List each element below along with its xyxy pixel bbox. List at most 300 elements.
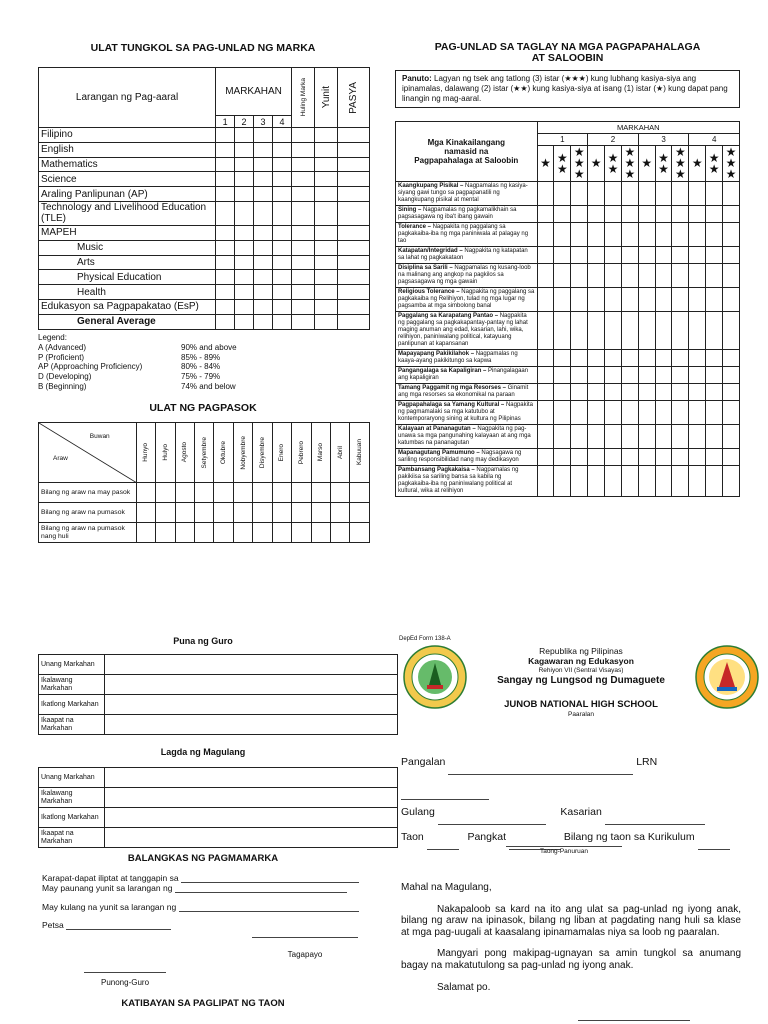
rating-checkbox[interactable] — [537, 264, 554, 288]
rating-checkbox[interactable] — [655, 223, 672, 247]
attendance-cell[interactable] — [292, 483, 311, 503]
quarter-entry-field[interactable] — [105, 655, 398, 675]
adviser-bottom-line[interactable] — [578, 1020, 690, 1021]
rating-checkbox[interactable] — [672, 264, 689, 288]
rating-checkbox[interactable] — [605, 182, 622, 206]
rating-checkbox[interactable] — [672, 384, 689, 401]
rating-checkbox[interactable] — [638, 206, 655, 223]
rating-checkbox[interactable] — [605, 312, 622, 350]
rating-checkbox[interactable] — [689, 384, 706, 401]
grade-cell[interactable] — [254, 270, 273, 285]
rating-checkbox[interactable] — [537, 401, 554, 425]
grade-cell[interactable] — [235, 240, 254, 255]
rating-checkbox[interactable] — [537, 223, 554, 247]
rating-checkbox[interactable] — [554, 182, 571, 206]
grade-cell[interactable] — [254, 128, 273, 143]
rating-checkbox[interactable] — [655, 312, 672, 350]
rating-checkbox[interactable] — [723, 350, 740, 367]
grade-cell[interactable] — [338, 187, 370, 202]
grade-cell[interactable] — [315, 270, 338, 285]
rating-checkbox[interactable] — [706, 401, 723, 425]
curriculum-years-field[interactable] — [698, 840, 730, 850]
rating-checkbox[interactable] — [655, 401, 672, 425]
sex-field[interactable] — [605, 815, 705, 825]
rating-checkbox[interactable] — [571, 288, 588, 312]
grade-cell[interactable] — [338, 255, 370, 270]
attendance-cell[interactable] — [272, 483, 291, 503]
grade-cell[interactable] — [273, 255, 292, 270]
grade-cell[interactable] — [235, 225, 254, 240]
rating-checkbox[interactable] — [655, 182, 672, 206]
rating-checkbox[interactable] — [537, 425, 554, 449]
grade-cell[interactable] — [315, 314, 338, 329]
grade-cell[interactable] — [315, 285, 338, 300]
rating-checkbox[interactable] — [605, 425, 622, 449]
rating-checkbox[interactable] — [571, 312, 588, 350]
rating-checkbox[interactable] — [638, 247, 655, 264]
grade-cell[interactable] — [315, 201, 338, 225]
rating-checkbox[interactable] — [689, 449, 706, 466]
attendance-cell[interactable] — [156, 523, 175, 543]
grade-cell[interactable] — [254, 172, 273, 187]
grade-cell[interactable] — [216, 142, 235, 157]
attendance-cell[interactable] — [272, 503, 291, 523]
rating-checkbox[interactable] — [689, 206, 706, 223]
rating-checkbox[interactable] — [689, 312, 706, 350]
attendance-cell[interactable] — [156, 483, 175, 503]
rating-checkbox[interactable] — [672, 223, 689, 247]
grade-cell[interactable] — [338, 240, 370, 255]
rating-checkbox[interactable] — [689, 247, 706, 264]
rating-checkbox[interactable] — [723, 425, 740, 449]
grade-cell[interactable] — [338, 225, 370, 240]
rating-checkbox[interactable] — [655, 367, 672, 384]
grade-cell[interactable] — [254, 314, 273, 329]
rating-checkbox[interactable] — [706, 425, 723, 449]
rating-checkbox[interactable] — [672, 247, 689, 264]
rating-checkbox[interactable] — [537, 247, 554, 264]
grade-cell[interactable] — [254, 201, 273, 225]
rating-checkbox[interactable] — [537, 312, 554, 350]
rating-checkbox[interactable] — [672, 312, 689, 350]
attendance-cell[interactable] — [214, 523, 233, 543]
attendance-cell[interactable] — [194, 503, 213, 523]
rating-checkbox[interactable] — [571, 247, 588, 264]
grade-cell[interactable] — [291, 225, 314, 240]
rating-checkbox[interactable] — [571, 384, 588, 401]
rating-checkbox[interactable] — [706, 264, 723, 288]
rating-checkbox[interactable] — [638, 367, 655, 384]
rating-checkbox[interactable] — [605, 288, 622, 312]
rating-checkbox[interactable] — [655, 466, 672, 497]
rating-checkbox[interactable] — [638, 182, 655, 206]
rating-checkbox[interactable] — [655, 350, 672, 367]
rating-checkbox[interactable] — [689, 288, 706, 312]
grade-cell[interactable] — [315, 128, 338, 143]
attendance-cell[interactable] — [175, 503, 194, 523]
rating-checkbox[interactable] — [537, 288, 554, 312]
rating-checkbox[interactable] — [723, 449, 740, 466]
grade-cell[interactable] — [273, 314, 292, 329]
grade-cell[interactable] — [291, 142, 314, 157]
rating-checkbox[interactable] — [655, 206, 672, 223]
rating-checkbox[interactable] — [621, 223, 638, 247]
school-year-line[interactable] — [506, 846, 622, 847]
grade-cell[interactable] — [254, 142, 273, 157]
rating-checkbox[interactable] — [588, 182, 605, 206]
rating-checkbox[interactable] — [638, 384, 655, 401]
rating-checkbox[interactable] — [706, 350, 723, 367]
rating-checkbox[interactable] — [638, 223, 655, 247]
adviser-signature-line[interactable] — [252, 937, 358, 938]
grade-cell[interactable] — [235, 314, 254, 329]
grade-cell[interactable] — [254, 299, 273, 314]
rating-checkbox[interactable] — [537, 182, 554, 206]
rating-checkbox[interactable] — [554, 206, 571, 223]
rating-checkbox[interactable] — [655, 264, 672, 288]
rating-checkbox[interactable] — [554, 449, 571, 466]
grade-cell[interactable] — [254, 240, 273, 255]
grade-cell[interactable] — [291, 314, 314, 329]
grade-cell[interactable] — [216, 187, 235, 202]
rating-checkbox[interactable] — [723, 367, 740, 384]
attendance-cell[interactable] — [253, 503, 272, 523]
grade-cell[interactable] — [338, 285, 370, 300]
rating-checkbox[interactable] — [723, 466, 740, 497]
grade-cell[interactable] — [273, 225, 292, 240]
grade-cell[interactable] — [291, 240, 314, 255]
grade-cell[interactable] — [216, 157, 235, 172]
rating-checkbox[interactable] — [672, 206, 689, 223]
rating-checkbox[interactable] — [621, 449, 638, 466]
attendance-cell[interactable] — [331, 503, 350, 523]
rating-checkbox[interactable] — [672, 350, 689, 367]
rating-checkbox[interactable] — [571, 264, 588, 288]
rating-checkbox[interactable] — [638, 288, 655, 312]
rating-checkbox[interactable] — [689, 367, 706, 384]
rating-checkbox[interactable] — [537, 449, 554, 466]
grade-cell[interactable] — [338, 314, 370, 329]
rating-checkbox[interactable] — [672, 466, 689, 497]
grade-cell[interactable] — [291, 187, 314, 202]
attendance-cell[interactable] — [292, 523, 311, 543]
grade-cell[interactable] — [235, 128, 254, 143]
grade-cell[interactable] — [338, 128, 370, 143]
rating-checkbox[interactable] — [723, 223, 740, 247]
rating-checkbox[interactable] — [621, 206, 638, 223]
rating-checkbox[interactable] — [621, 247, 638, 264]
name-field[interactable] — [448, 765, 633, 775]
rating-checkbox[interactable] — [621, 182, 638, 206]
grade-cell[interactable] — [273, 270, 292, 285]
rating-checkbox[interactable] — [672, 288, 689, 312]
rating-checkbox[interactable] — [723, 288, 740, 312]
rating-checkbox[interactable] — [554, 466, 571, 497]
rating-checkbox[interactable] — [554, 264, 571, 288]
attendance-cell[interactable] — [233, 483, 252, 503]
grade-cell[interactable] — [338, 172, 370, 187]
grade-cell[interactable] — [235, 255, 254, 270]
rating-checkbox[interactable] — [723, 247, 740, 264]
attendance-cell[interactable] — [350, 483, 370, 503]
attendance-cell[interactable] — [350, 523, 370, 543]
rating-checkbox[interactable] — [588, 449, 605, 466]
quarter-entry-field[interactable] — [105, 695, 398, 715]
grade-cell[interactable] — [315, 255, 338, 270]
quarter-entry-field[interactable] — [105, 715, 398, 735]
rating-checkbox[interactable] — [621, 264, 638, 288]
attendance-cell[interactable] — [350, 503, 370, 523]
attendance-cell[interactable] — [214, 483, 233, 503]
rating-checkbox[interactable] — [689, 350, 706, 367]
rating-checkbox[interactable] — [706, 223, 723, 247]
rating-checkbox[interactable] — [706, 384, 723, 401]
rating-checkbox[interactable] — [537, 350, 554, 367]
grade-cell[interactable] — [338, 157, 370, 172]
rating-checkbox[interactable] — [706, 288, 723, 312]
grade-cell[interactable] — [338, 142, 370, 157]
rating-checkbox[interactable] — [689, 425, 706, 449]
rating-checkbox[interactable] — [723, 182, 740, 206]
rating-checkbox[interactable] — [537, 384, 554, 401]
rating-checkbox[interactable] — [537, 466, 554, 497]
grade-cell[interactable] — [291, 299, 314, 314]
rating-checkbox[interactable] — [571, 466, 588, 497]
rating-checkbox[interactable] — [689, 466, 706, 497]
grade-cell[interactable] — [254, 187, 273, 202]
grade-cell[interactable] — [235, 142, 254, 157]
rating-checkbox[interactable] — [588, 401, 605, 425]
rating-checkbox[interactable] — [638, 312, 655, 350]
grade-cell[interactable] — [315, 187, 338, 202]
rating-checkbox[interactable] — [723, 401, 740, 425]
grade-cell[interactable] — [291, 157, 314, 172]
rating-checkbox[interactable] — [706, 182, 723, 206]
attendance-cell[interactable] — [331, 483, 350, 503]
attendance-cell[interactable] — [311, 483, 330, 503]
rating-checkbox[interactable] — [723, 206, 740, 223]
rating-checkbox[interactable] — [554, 367, 571, 384]
grade-cell[interactable] — [315, 299, 338, 314]
rating-checkbox[interactable] — [723, 264, 740, 288]
grade-cell[interactable] — [273, 157, 292, 172]
grade-cell[interactable] — [315, 157, 338, 172]
rating-checkbox[interactable] — [655, 384, 672, 401]
grade-cell[interactable] — [273, 128, 292, 143]
rating-checkbox[interactable] — [588, 367, 605, 384]
grade-cell[interactable] — [338, 201, 370, 225]
rating-checkbox[interactable] — [638, 401, 655, 425]
rating-checkbox[interactable] — [571, 223, 588, 247]
rating-checkbox[interactable] — [638, 425, 655, 449]
rating-checkbox[interactable] — [605, 401, 622, 425]
grade-cell[interactable] — [338, 270, 370, 285]
rating-checkbox[interactable] — [672, 449, 689, 466]
rating-checkbox[interactable] — [655, 425, 672, 449]
rating-checkbox[interactable] — [537, 206, 554, 223]
date-field[interactable] — [66, 920, 171, 930]
rating-checkbox[interactable] — [689, 264, 706, 288]
rating-checkbox[interactable] — [723, 384, 740, 401]
attendance-cell[interactable] — [311, 503, 330, 523]
grade-cell[interactable] — [216, 299, 235, 314]
rating-checkbox[interactable] — [672, 182, 689, 206]
grade-cell[interactable] — [216, 314, 235, 329]
rating-checkbox[interactable] — [621, 312, 638, 350]
rating-checkbox[interactable] — [571, 401, 588, 425]
grade-cell[interactable] — [235, 270, 254, 285]
lacking-units-field[interactable] — [179, 902, 359, 912]
grade-cell[interactable] — [273, 240, 292, 255]
attendance-cell[interactable] — [233, 503, 252, 523]
grade-cell[interactable] — [338, 299, 370, 314]
grade-cell[interactable] — [216, 128, 235, 143]
rating-checkbox[interactable] — [605, 206, 622, 223]
rating-checkbox[interactable] — [706, 367, 723, 384]
rating-checkbox[interactable] — [689, 223, 706, 247]
rating-checkbox[interactable] — [571, 182, 588, 206]
rating-checkbox[interactable] — [621, 288, 638, 312]
grade-cell[interactable] — [216, 225, 235, 240]
attendance-cell[interactable] — [331, 523, 350, 543]
grade-cell[interactable] — [235, 299, 254, 314]
rating-checkbox[interactable] — [571, 350, 588, 367]
rating-checkbox[interactable] — [554, 401, 571, 425]
rating-checkbox[interactable] — [554, 384, 571, 401]
rating-checkbox[interactable] — [655, 449, 672, 466]
attendance-cell[interactable] — [272, 523, 291, 543]
attendance-cell[interactable] — [136, 503, 155, 523]
attendance-cell[interactable] — [233, 523, 252, 543]
grade-cell[interactable] — [273, 201, 292, 225]
rating-checkbox[interactable] — [571, 425, 588, 449]
rating-checkbox[interactable] — [588, 264, 605, 288]
grade-cell[interactable] — [315, 172, 338, 187]
rating-checkbox[interactable] — [571, 449, 588, 466]
principal-signature-line[interactable] — [84, 972, 166, 973]
grade-cell[interactable] — [216, 172, 235, 187]
grade-cell[interactable] — [254, 285, 273, 300]
attendance-cell[interactable] — [311, 523, 330, 543]
promoted-to-field[interactable] — [181, 873, 359, 883]
rating-checkbox[interactable] — [672, 401, 689, 425]
rating-checkbox[interactable] — [706, 466, 723, 497]
grade-cell[interactable] — [315, 225, 338, 240]
rating-checkbox[interactable] — [588, 223, 605, 247]
attendance-cell[interactable] — [136, 483, 155, 503]
rating-checkbox[interactable] — [554, 223, 571, 247]
grade-cell[interactable] — [315, 240, 338, 255]
rating-checkbox[interactable] — [638, 466, 655, 497]
grade-cell[interactable] — [291, 270, 314, 285]
rating-checkbox[interactable] — [605, 223, 622, 247]
lrn-field[interactable] — [401, 790, 489, 800]
attendance-cell[interactable] — [253, 523, 272, 543]
grade-cell[interactable] — [273, 299, 292, 314]
grade-cell[interactable] — [291, 255, 314, 270]
rating-checkbox[interactable] — [655, 247, 672, 264]
rating-checkbox[interactable] — [638, 264, 655, 288]
rating-checkbox[interactable] — [638, 350, 655, 367]
attendance-cell[interactable] — [136, 523, 155, 543]
rating-checkbox[interactable] — [605, 264, 622, 288]
rating-checkbox[interactable] — [588, 288, 605, 312]
rating-checkbox[interactable] — [588, 425, 605, 449]
rating-checkbox[interactable] — [689, 401, 706, 425]
attendance-cell[interactable] — [194, 523, 213, 543]
rating-checkbox[interactable] — [672, 367, 689, 384]
rating-checkbox[interactable] — [588, 312, 605, 350]
year-field[interactable] — [427, 840, 459, 850]
rating-checkbox[interactable] — [571, 367, 588, 384]
grade-cell[interactable] — [216, 285, 235, 300]
rating-checkbox[interactable] — [638, 449, 655, 466]
rating-checkbox[interactable] — [588, 247, 605, 264]
advance-units-field[interactable] — [175, 883, 347, 893]
grade-cell[interactable] — [235, 285, 254, 300]
rating-checkbox[interactable] — [571, 206, 588, 223]
grade-cell[interactable] — [216, 201, 235, 225]
rating-checkbox[interactable] — [672, 425, 689, 449]
rating-checkbox[interactable] — [621, 384, 638, 401]
grade-cell[interactable] — [235, 157, 254, 172]
rating-checkbox[interactable] — [706, 206, 723, 223]
rating-checkbox[interactable] — [723, 312, 740, 350]
quarter-entry-field[interactable] — [105, 675, 398, 695]
rating-checkbox[interactable] — [588, 384, 605, 401]
rating-checkbox[interactable] — [605, 367, 622, 384]
rating-checkbox[interactable] — [621, 466, 638, 497]
grade-cell[interactable] — [216, 270, 235, 285]
attendance-cell[interactable] — [175, 483, 194, 503]
attendance-cell[interactable] — [253, 483, 272, 503]
rating-checkbox[interactable] — [689, 182, 706, 206]
rating-checkbox[interactable] — [621, 425, 638, 449]
rating-checkbox[interactable] — [605, 449, 622, 466]
grade-cell[interactable] — [291, 172, 314, 187]
rating-checkbox[interactable] — [621, 350, 638, 367]
grade-cell[interactable] — [254, 157, 273, 172]
grade-cell[interactable] — [291, 201, 314, 225]
grade-cell[interactable] — [315, 142, 338, 157]
grade-cell[interactable] — [291, 285, 314, 300]
rating-checkbox[interactable] — [621, 401, 638, 425]
rating-checkbox[interactable] — [621, 367, 638, 384]
rating-checkbox[interactable] — [554, 288, 571, 312]
grade-cell[interactable] — [273, 172, 292, 187]
grade-cell[interactable] — [273, 285, 292, 300]
quarter-entry-field[interactable] — [105, 828, 398, 848]
rating-checkbox[interactable] — [588, 350, 605, 367]
age-field[interactable] — [438, 815, 546, 825]
attendance-cell[interactable] — [214, 503, 233, 523]
rating-checkbox[interactable] — [554, 350, 571, 367]
attendance-cell[interactable] — [292, 503, 311, 523]
quarter-entry-field[interactable] — [105, 788, 398, 808]
grade-cell[interactable] — [216, 255, 235, 270]
grade-cell[interactable] — [235, 187, 254, 202]
rating-checkbox[interactable] — [605, 466, 622, 497]
rating-checkbox[interactable] — [588, 206, 605, 223]
rating-checkbox[interactable] — [554, 247, 571, 264]
grade-cell[interactable] — [235, 172, 254, 187]
quarter-entry-field[interactable] — [105, 768, 398, 788]
rating-checkbox[interactable] — [706, 247, 723, 264]
rating-checkbox[interactable] — [537, 367, 554, 384]
grade-cell[interactable] — [273, 142, 292, 157]
grade-cell[interactable] — [235, 201, 254, 225]
quarter-entry-field[interactable] — [105, 808, 398, 828]
